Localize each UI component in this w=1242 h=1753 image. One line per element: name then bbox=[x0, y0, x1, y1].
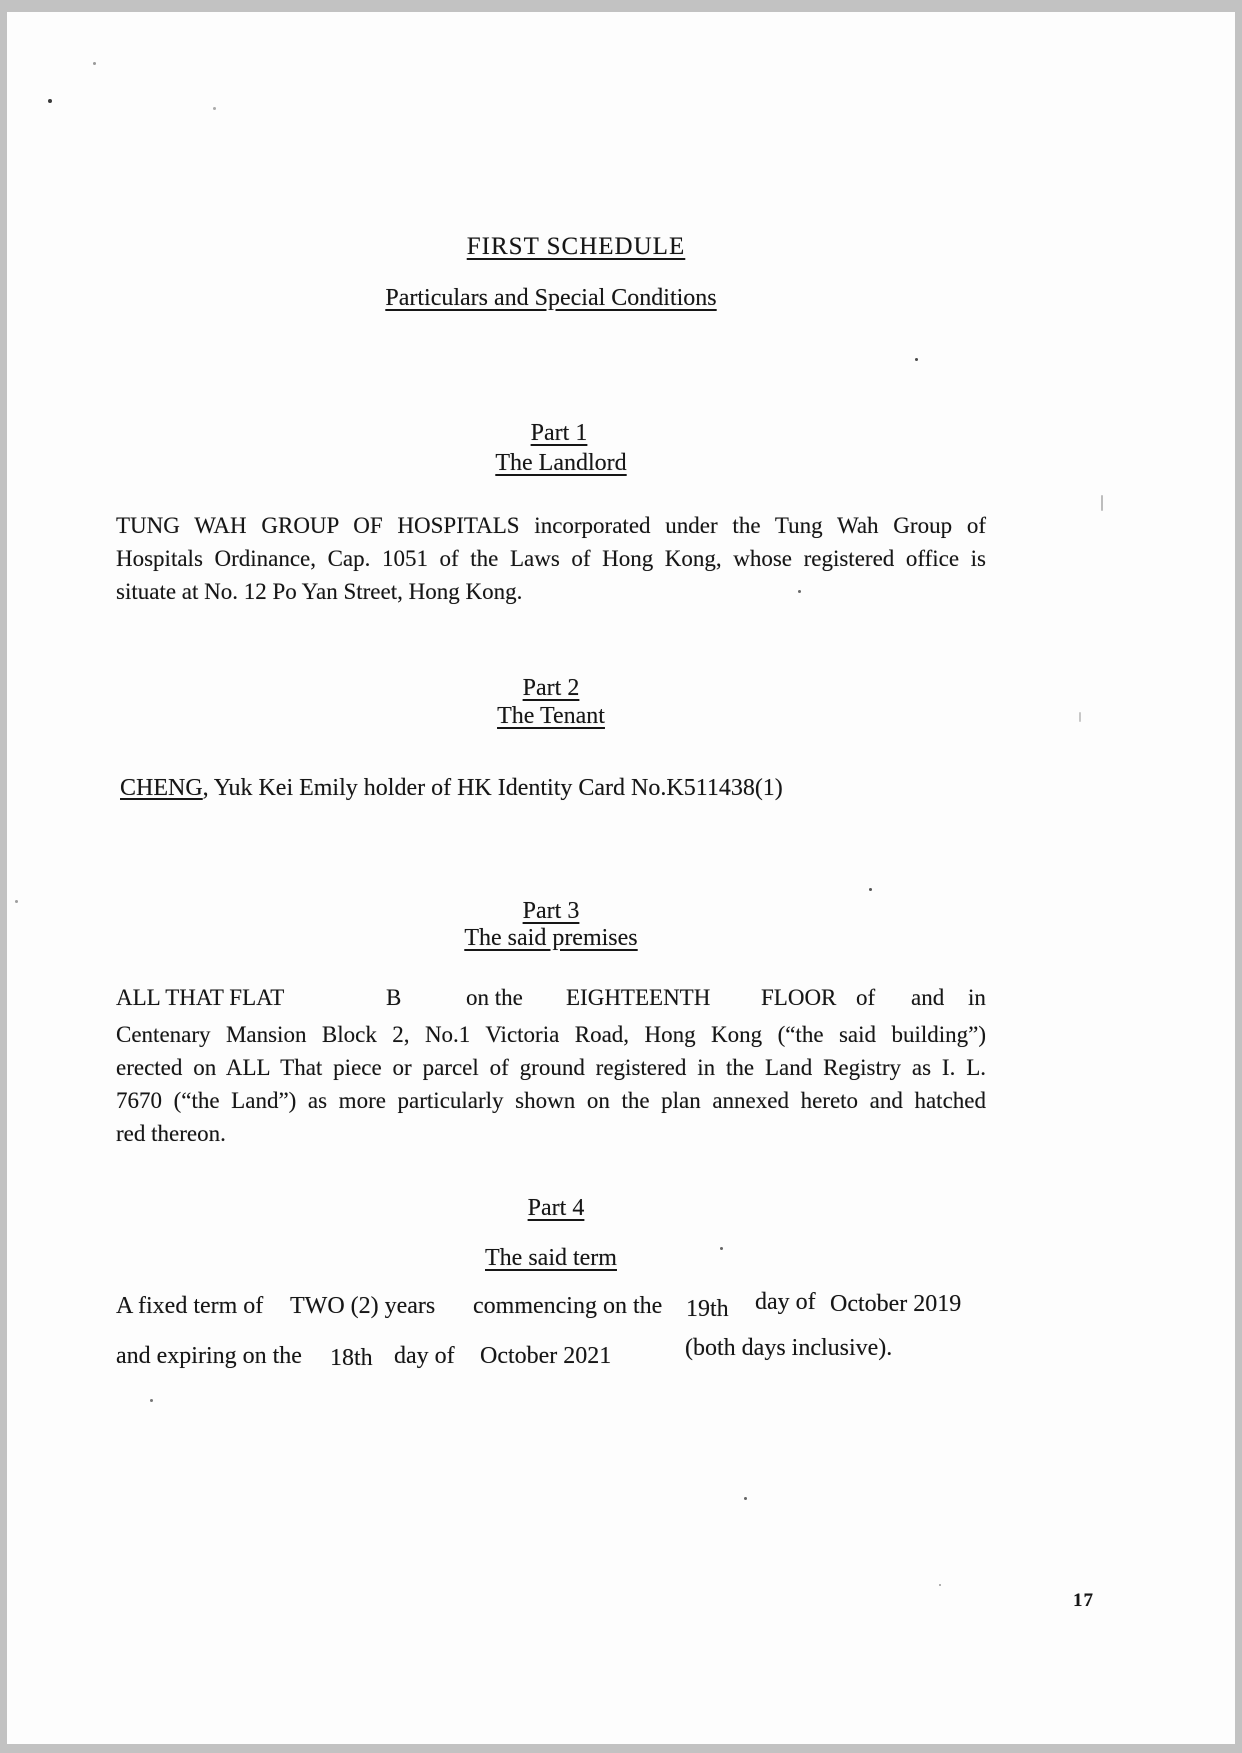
part4-label bbox=[121, 1195, 991, 1222]
tenant-name: CHENG bbox=[120, 775, 203, 801]
part4-heading-text: The said term bbox=[485, 1245, 617, 1271]
term-start-month-year: October 2019 bbox=[830, 1291, 962, 1317]
document-page bbox=[7, 12, 1235, 1744]
term-years: TWO (2) years bbox=[290, 1293, 436, 1319]
part4-label-text: Part 4 bbox=[527, 1195, 585, 1221]
part1-heading bbox=[126, 450, 996, 477]
part3-heading bbox=[116, 925, 986, 952]
term-segment: and expiring on the bbox=[116, 1343, 302, 1369]
term-end-day: 18th bbox=[330, 1345, 373, 1371]
document-title bbox=[141, 233, 1011, 261]
term-segment: day of bbox=[394, 1343, 455, 1369]
term-expiring-line bbox=[116, 1335, 986, 1375]
part3-heading-text: The said premises bbox=[464, 925, 638, 951]
premises-line: erected on ALL That piece or parcel of ground registered in the Land Registry as I. L. bbox=[116, 1055, 986, 1080]
part1-label-text: Part 1 bbox=[530, 420, 588, 446]
landlord-line: Hospitals Ordinance, Cap. 1051 of the Laws of Hong Kong, whose registered office is bbox=[116, 546, 986, 571]
term-commencing-line bbox=[116, 1289, 986, 1325]
term-end-month-year: October 2021 bbox=[480, 1343, 612, 1369]
premises-floor-name: EIGHTEENTH bbox=[566, 985, 711, 1010]
document-subtitle-text: Particulars and Special Conditions bbox=[385, 285, 717, 311]
document-subtitle bbox=[116, 285, 986, 312]
part2-label-text: Part 2 bbox=[522, 675, 580, 701]
premises-segment: of bbox=[856, 985, 876, 1010]
part4-heading bbox=[116, 1245, 986, 1272]
landlord-paragraph bbox=[116, 509, 986, 608]
part1-heading-text: The Landlord bbox=[495, 450, 627, 476]
premises-paragraph bbox=[116, 1018, 986, 1150]
page-number: 17 bbox=[1073, 1590, 1094, 1611]
premises-segment: FLOOR bbox=[761, 985, 837, 1010]
premises-line: Centenary Mansion Block 2, No.1 Victoria Road, Hong Kong (“the said building”) bbox=[116, 1022, 986, 1047]
part3-label bbox=[116, 898, 986, 925]
landlord-line: TUNG WAH GROUP OF HOSPITALS incorporated under the Tung Wah Group of bbox=[116, 513, 986, 538]
scan-speck bbox=[1079, 712, 1081, 722]
tenant-details: , Yuk Kei Emily holder of HK Identity Card No.K511438(1) bbox=[202, 775, 783, 801]
premises-segment: in bbox=[968, 985, 986, 1010]
part3-label-text: Part 3 bbox=[522, 898, 580, 924]
premises-line: red thereon. bbox=[116, 1121, 226, 1146]
document-title-text: FIRST SCHEDULE bbox=[466, 233, 686, 260]
premises-fill-in-line bbox=[116, 985, 986, 1017]
part2-heading-text: The Tenant bbox=[497, 703, 605, 729]
document-content bbox=[116, 12, 986, 1744]
premises-segment: on the bbox=[466, 985, 523, 1010]
part2-label bbox=[116, 675, 986, 702]
part1-label bbox=[124, 420, 994, 447]
scan-speck bbox=[93, 62, 96, 65]
landlord-line: situate at No. 12 Po Yan Street, Hong Kong. bbox=[116, 579, 523, 604]
term-inclusive-note: (both days inclusive). bbox=[685, 1335, 893, 1361]
term-segment: A fixed term of bbox=[116, 1293, 264, 1319]
premises-line: 7670 (“the Land”) as more particularly shown on the plan annexed hereto and hatched bbox=[116, 1088, 986, 1113]
scan-speck bbox=[1101, 495, 1103, 511]
term-segment: commencing on the bbox=[473, 1293, 663, 1319]
premises-segment: and bbox=[911, 985, 945, 1010]
scan-speck bbox=[48, 99, 52, 103]
term-segment: day of bbox=[755, 1289, 816, 1315]
tenant-line bbox=[120, 775, 990, 802]
part2-heading bbox=[116, 703, 986, 730]
premises-flat-letter: B bbox=[386, 985, 402, 1010]
term-start-day: 19th bbox=[686, 1296, 729, 1322]
scan-speck bbox=[15, 900, 18, 903]
premises-segment: ALL THAT FLAT bbox=[116, 985, 285, 1010]
